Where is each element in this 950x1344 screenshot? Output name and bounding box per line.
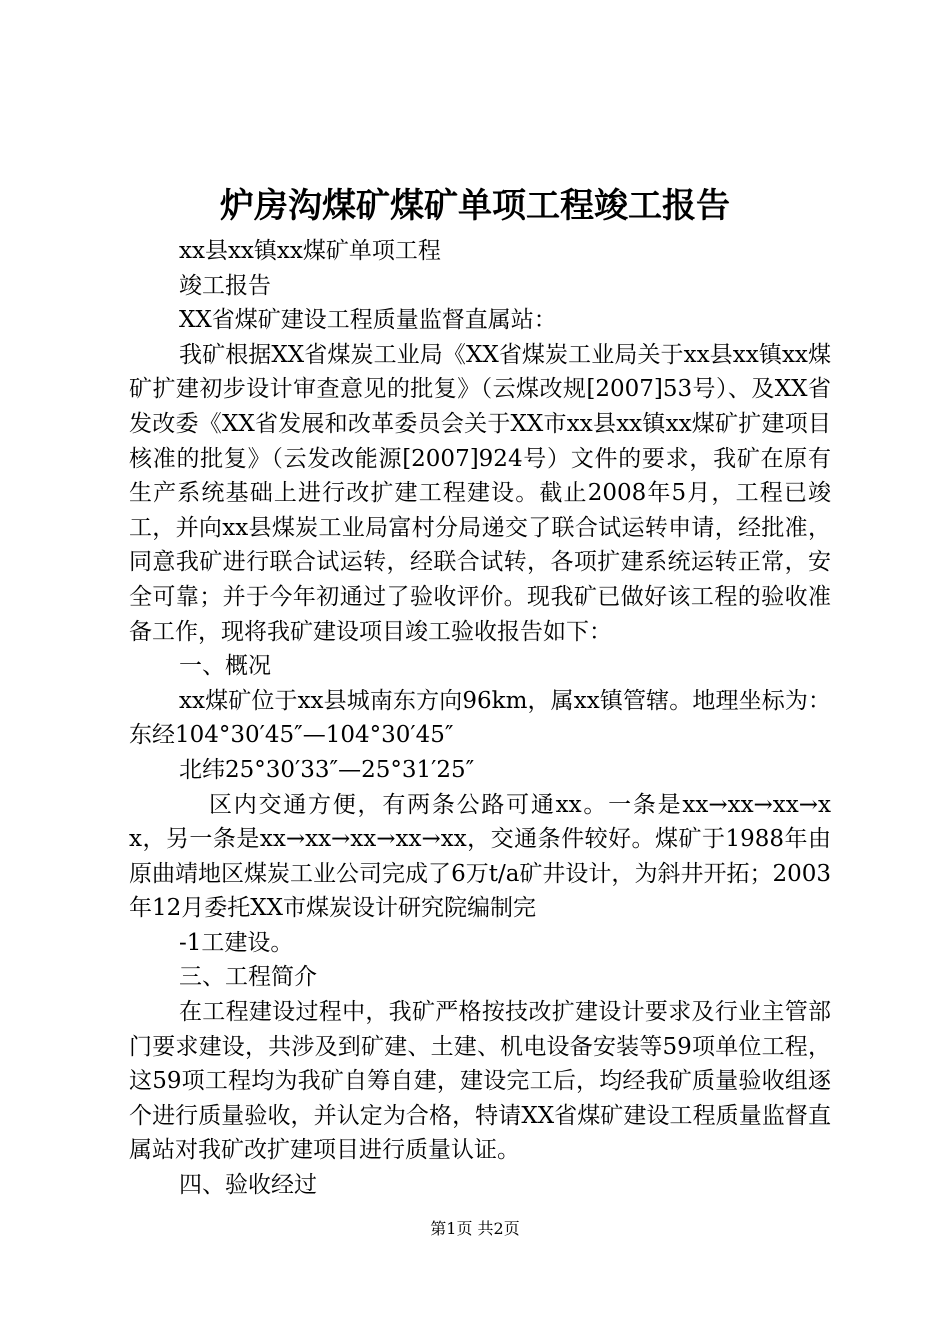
paragraph-fragment: -1工建设。: [179, 929, 294, 956]
section-heading-project: 三、工程简介: [179, 964, 317, 991]
document-title: 炉房沟煤矿煤矿单项工程竣工报告: [220, 186, 730, 226]
paragraph-intro: 我矿根据XX省煤炭工业局《XX省煤炭工业局关于xx县xx镇xx煤矿扩建初步设计审查意见的批复》（云煤改规[2007]53号）、及XX省发改委《XX省发展和改革委员会关于XX市xx县xx镇xx煤矿扩建项目核准的批复》（云发改能源[2007]924号）文件的要求，我矿在原有生产系统基础上进行改扩建工程建设。截止2008年5月，工程已竣工，并向xx县煤炭工业局富村分局递交了联合试运转申请，经批准，同意我矿进行联合试运转，经联合试转，各项扩建系统运转正常，安全可靠；并于今年初通过了验收评价。现我矿已做好该工程的验收准备工作，现将我矿建设项目竣工验收报告如下：: [129, 341, 831, 645]
paragraph-project: 在工程建设过程中，我矿严格按技改扩建设计要求及行业主管部门要求建设，共涉及到矿建、土建、机电设备安装等59项单位工程，这59项工程均为我矿自筹自建，建设完工后，均经我矿质量验收组逐个进行质量验收，并认定为合格，特请XX省煤矿建设工程质量监督直属站对我矿改扩建项目进行质量认证。: [129, 999, 831, 1164]
document-body: [129, 234, 831, 1203]
paragraph-addressee: XX省煤矿建设工程质量监督直属站：: [179, 307, 557, 334]
page-footer: 第1页 共2页: [430, 1219, 520, 1238]
section-heading-acceptance: 四、验收经过: [179, 1172, 317, 1199]
paragraph-latitude: 北纬25°30′33″—25°31′25″: [179, 756, 475, 783]
section-heading-overview: 一、概况: [179, 653, 271, 680]
paragraph-heading-line1: xx县xx镇xx煤矿单项工程: [179, 238, 441, 264]
paragraph-location: xx煤矿位于xx县城南东方向96km，属xx镇管辖。地理坐标为：东经104°30′45″—104°30′45″: [129, 687, 831, 749]
paragraph-traffic: 区内交通方便，有两条公路可通xx。一条是xx→xx→xx→xx，另一条是xx→xx→xx→xx→xx，交通条件较好。煤矿于1988年由原曲靖地区煤炭工业公司完成了6万t/a矿井设计，为斜井开拓；2003年12月委托XX市煤炭设计研究院编制完: [129, 791, 831, 922]
paragraph-heading-line2: 竣工报告: [179, 272, 271, 299]
